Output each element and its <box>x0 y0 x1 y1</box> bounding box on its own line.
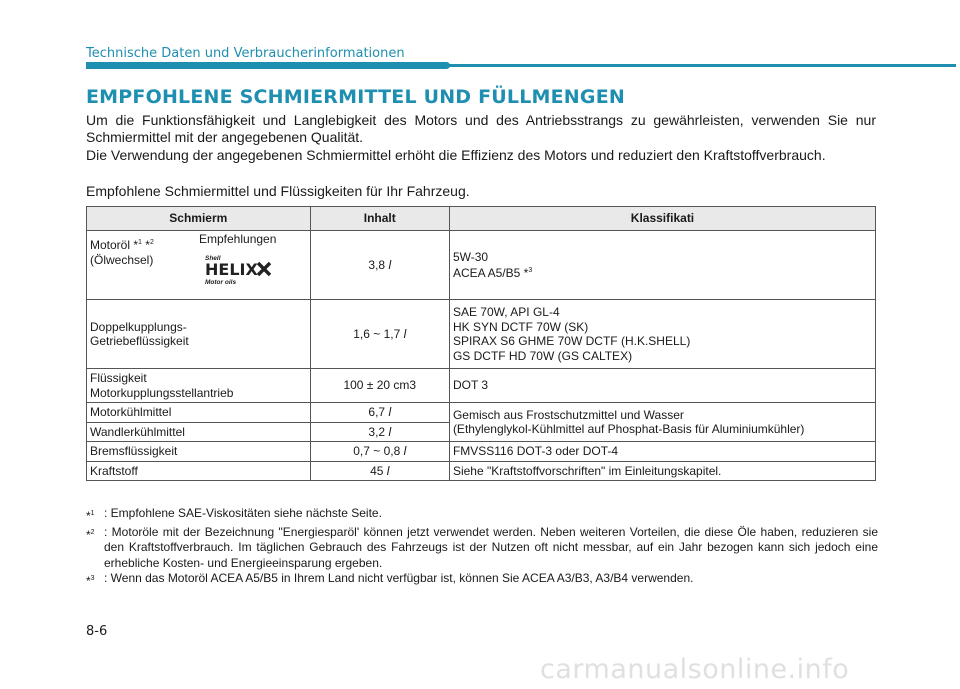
dct-fluid-classification: SAE 70W, API GL-4 HK SYN DCTF 70W (SK) SPIRAX S6 GHME 70W DCTF (H.K.SHELL) GS DCTF HD 70W (GS CALTEX) <box>449 300 875 369</box>
clutch-fluid-classification: DOT 3 <box>449 369 875 403</box>
table-row-brake-fluid <box>87 442 876 462</box>
brake-fluid-content: 0,7 ~ 0,8 l <box>310 442 449 462</box>
clutch-fluid-name: Flüssigkeit Motorkupplungsstellantrieb <box>87 369 311 403</box>
table-row-engine-oil <box>87 231 876 300</box>
footnote-2: *$^2$ : Motoröle mit der Bezeichnung "Energiesparöl' können jetzt verwendet werden. Neben weiteren Vorteilen, die diese Öle haben, reduzieren sie den Kraftstoffverbrauch. Im täglichen Gebrauch des Fahrzeugs ist der Nutzen oft nicht messbar, auf ein Jahr bezogen kann sich jedoch eine erhebliche Kosten- und Energieeinsparung ergeben. <box>86 524 878 570</box>
engine-oil-label: Motoröl *$^1$ *$^2$ (Ölwechsel) <box>90 238 154 267</box>
dct-fluid-name: Doppelkupplungs- Getriebeflüssigkeit <box>87 300 311 369</box>
coolant-content: 6,7 l <box>310 403 449 423</box>
converter-coolant-content: 3,2 l <box>310 422 449 442</box>
table-row-fuel <box>87 461 876 481</box>
clutch-fluid-content: 100 ± 20 cm3 <box>310 369 449 403</box>
table-row-dct-fluid <box>87 300 876 369</box>
intro-paragraph-1: Um die Funktionsfähigkeit und Langlebigkeit des Motors und des Antriebsstrangs zu gewährleisten, verwenden Sie nur Schmiermittel mit der angegebenen Qualität. <box>86 112 876 145</box>
fuel-content: 45 l <box>310 461 449 481</box>
engine-oil-classification: 5W-30 ACEA A5/B5 *$^3$ <box>449 231 875 300</box>
lubricant-table <box>86 206 876 481</box>
svg-text:Motor oils: Motor oils <box>205 279 237 286</box>
table-row-clutch-fluid <box>87 369 876 403</box>
dct-fluid-content: 1,6 ~ 1,7 l <box>310 300 449 369</box>
header-lubricant: Schmierm <box>87 207 311 231</box>
section-header: Technische Daten und Verbraucherinformationen <box>86 46 405 61</box>
fuel-classification: Siehe "Kraftstoffvorschriften" im Einleitungskapitel. <box>449 461 875 481</box>
brake-fluid-classification: FMVSS116 DOT-3 oder DOT-4 <box>449 442 875 462</box>
converter-coolant-name: Wandlerkühlmittel <box>87 422 311 442</box>
fuel-name: Kraftstoff <box>87 461 311 481</box>
watermark: carmanualsonline.info <box>540 654 850 685</box>
page-number: 8-6 <box>86 624 108 639</box>
intro-paragraph-2: Die Verwendung der angegebenen Schmiermittel erhöht die Effizienz des Motors und reduziert den Kraftstoffverbrauch. <box>86 147 826 163</box>
svg-text:Shell: Shell <box>205 255 221 262</box>
coolant-classification: Gemisch aus Frostschutzmittel und Wasser (Ethylenglykol-Kühlmittel auf Phosphat-Basis für Aluminiumkühler) <box>449 403 875 442</box>
coolant-name: Motorkühlmittel <box>87 403 311 423</box>
recommendation-label: Empfehlungen <box>199 232 277 246</box>
page-title: EMPFOHLENE SCHMIERMITTEL UND FÜLLMENGEN <box>86 86 625 108</box>
footnote-1: *$^1$ : Empfohlene SAE-Viskositäten siehe nächste Seite. <box>86 506 382 523</box>
svg-text:HELIX: HELIX <box>205 260 258 279</box>
header-classification: Klassifikati <box>449 207 875 231</box>
table-row-coolant <box>87 403 876 423</box>
table-header-row <box>87 207 876 231</box>
footnote-3: *$^3$ : Wenn das Motoröl ACEA A5/B5 in Ihrem Land nicht verfügbar ist, können Sie ACEA A3/B3, A3/B4 verwenden. <box>86 571 694 588</box>
engine-oil-name-cell <box>87 231 311 300</box>
shell-helix-logo <box>204 252 284 286</box>
intro-paragraph-3: Empfohlene Schmiermittel und Flüssigkeiten für Ihr Fahrzeug. <box>86 183 470 199</box>
brake-fluid-name: Bremsflüssigkeit <box>87 442 311 462</box>
header-content: Inhalt <box>310 207 449 231</box>
engine-oil-content: 3,8 l <box>310 231 449 300</box>
footnotes <box>86 506 878 590</box>
header-accent-bar <box>86 62 450 69</box>
